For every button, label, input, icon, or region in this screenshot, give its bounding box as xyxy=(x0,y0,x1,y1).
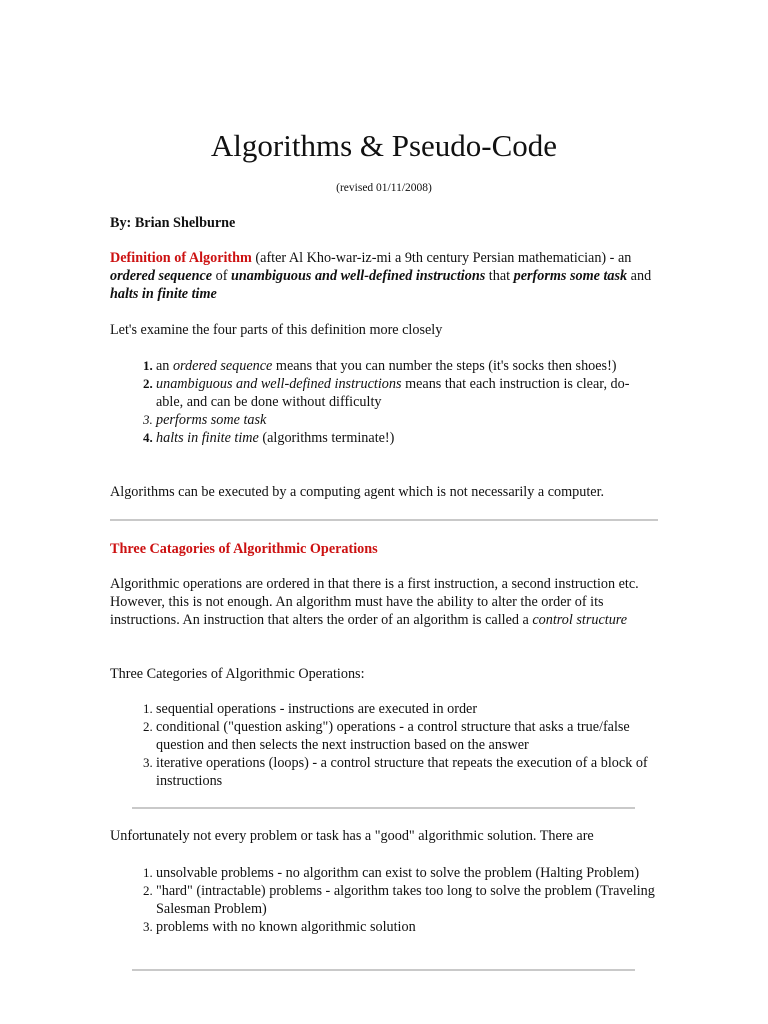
page-title: Algorithms & Pseudo-Code xyxy=(210,128,558,163)
definition-connector-1: of xyxy=(212,268,231,284)
three-categories-label: Three Categories of Algorithmic Operations: xyxy=(110,666,365,682)
item-term: ordered sequence xyxy=(172,358,273,374)
divider xyxy=(132,807,635,809)
divider xyxy=(132,969,635,971)
list-item: 2. "hard" (intractable) problems - algorithm takes too long to solve the problem (Traveling Salesman Problem) xyxy=(156,882,655,918)
definition-part-4: halts in finite time xyxy=(110,286,217,302)
definition-part-2: unambiguous and well-defined instructions xyxy=(230,268,486,284)
definition-part-3: performs some task xyxy=(513,268,628,284)
list-item: 1. sequential operations - instructions are executed in order xyxy=(156,700,655,718)
item-text: means that you can number the steps (it's socks then shoes!) xyxy=(272,358,617,374)
item-term: performs some task xyxy=(156,412,267,428)
item-text: (algorithms terminate!) xyxy=(258,430,395,446)
list-item xyxy=(156,357,655,375)
definition-term: Definition of Algorithm xyxy=(110,250,252,266)
examine-intro: Let's examine the four parts of this definition more closely xyxy=(110,322,443,338)
divider xyxy=(110,519,658,521)
unfortunate-intro: Unfortunately not every problem or task has a "good" algorithmic solution. There are xyxy=(110,828,594,844)
list-item: 1. unsolvable problems - no algorithm can exist to solve the problem (Halting Problem) xyxy=(156,864,655,882)
list-item: 3. iterative operations (loops) - a control structure that repeats the execution of a block of instructions xyxy=(156,754,655,790)
definition-connector-3: and xyxy=(627,268,652,284)
control-structure-term: control structure xyxy=(532,612,628,628)
operations-text: Algorithmic operations are ordered in that there is a first instruction, a second instruction etc. However, this is not enough. An algorithm must have the ability to alter the order of its instructions. An instruction that alters the order of an algorithm is called a xyxy=(110,576,639,628)
list-item xyxy=(156,375,655,411)
categories-list xyxy=(110,700,655,790)
item-term: unambiguous and well-defined instructions xyxy=(156,376,402,392)
execution-note: Algorithms can be executed by a computing agent which is not necessarily a computer. xyxy=(110,484,605,500)
definition-parts-list xyxy=(110,357,655,447)
item-text: means that each instruction is clear, do-able, and can be done without difficulty xyxy=(156,376,630,410)
list-item: 3. problems with no known algorithmic solution xyxy=(156,918,655,936)
list-item xyxy=(156,429,655,447)
list-item: 2. conditional ("question asking") operations - a control structure that asks a true/false question and then selects the next instruction based on the answer xyxy=(156,718,655,754)
categories-heading xyxy=(110,540,655,558)
revision-date: (revised 01/11/2008) xyxy=(336,182,432,194)
definition-paragraph xyxy=(110,249,655,303)
problem-types-list xyxy=(110,864,655,936)
definition-part-1: ordered sequence xyxy=(110,268,213,284)
list-item xyxy=(156,411,655,429)
definition-connector-2: that xyxy=(485,268,514,284)
definition-origin: (after Al Kho-war-iz-mi a 9th century Persian mathematician) - an xyxy=(251,250,632,266)
operations-paragraph xyxy=(110,575,655,629)
item-term: halts in finite time xyxy=(156,430,259,446)
author-line: By: Brian Shelburne xyxy=(110,215,236,231)
categories-heading-text: Three Catagories of Algorithmic Operations xyxy=(110,541,378,557)
item-prefix: an xyxy=(156,358,173,374)
